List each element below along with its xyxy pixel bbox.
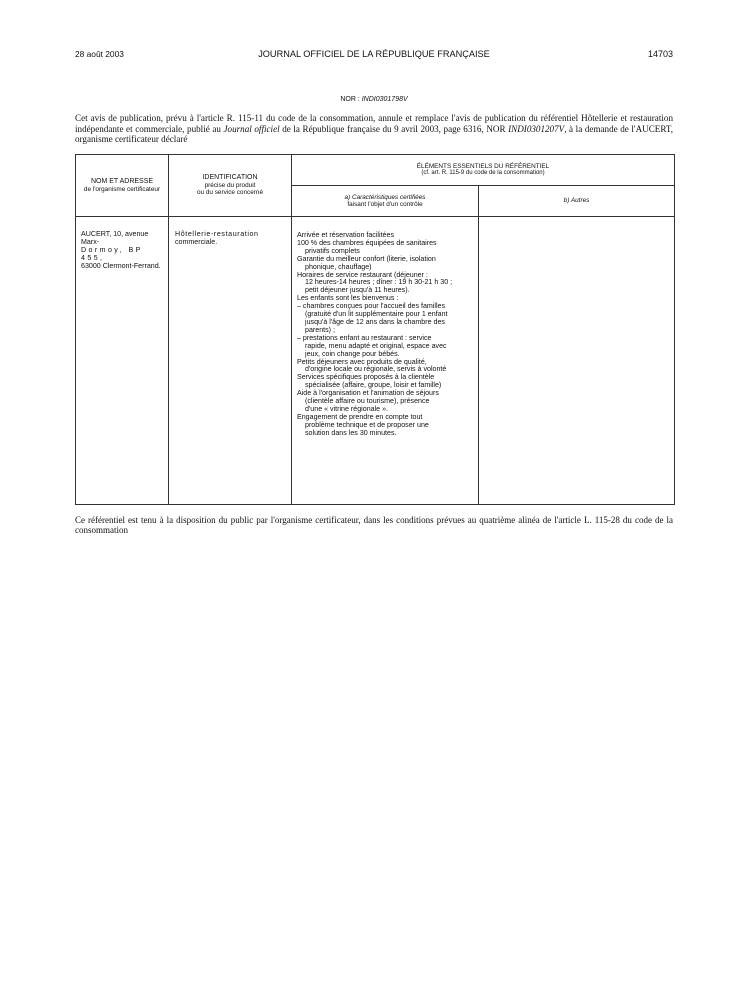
header-cell-elements: [292, 155, 675, 186]
intro-nor-ref: INDI0301207V: [508, 123, 565, 134]
intro-text-3: , à la demande de l'AUCERT, organisme certificateur déclaré: [75, 123, 673, 145]
header-subcol-a-title: a) Caractéristiques certifiées: [344, 193, 426, 201]
header-elements-sub: (cf. art. R. 115-9 du code de la consommation): [421, 170, 545, 177]
list-item: Aide à l'organisation et l'animation de séjours (clientèle affaire ou tourisme), présence d'une « vitrine régionale ».: [297, 389, 439, 413]
closing-text: Ce référentiel est tenu à la disposition du public par l'organisme certificateur, dans les conditions prévues au quatrième alinéa de l'article L. 115-28 du code de la consommation: [75, 515, 673, 536]
list-item: – chambres conçues pour l'accueil des familles (gratuité d'un lit supplémentaire pour 1 enfant jusqu'à l'âge de 12 ans dans la chambre des parents) ;: [297, 302, 448, 334]
cell-characteristics: [292, 217, 479, 505]
page-header: [75, 49, 673, 63]
header-ident-title: IDENTIFICATION: [202, 174, 258, 182]
header-cell-subcol-a: [292, 186, 479, 217]
list-item: Les enfants sont les bienvenus :: [297, 294, 399, 303]
intro-paragraph: [75, 113, 673, 145]
cell-identification: [169, 217, 292, 505]
org-line-2: Dormoy, BP 455,: [81, 245, 143, 262]
header-cell-name: [76, 155, 169, 217]
nor-reference: [75, 96, 673, 103]
intro-text-2: de la République française du 9 avril 2003, page 6316, NOR: [279, 123, 509, 134]
header-cell-subcol-b: [479, 186, 675, 217]
list-item: Garantie du meilleur confort (literie, isolation phonique, chauffage): [297, 254, 436, 271]
page-number: 14703: [647, 49, 673, 59]
header-name-title: NOM ET ADRESSE: [90, 178, 154, 186]
publication-date: 28 août 2003: [75, 49, 124, 59]
header-elements-title: ÉLÉMENTS ESSENTIELS DU RÉFÉRENTIEL: [416, 162, 550, 170]
intro-text-1: Cet avis de publication, prévu à l'article R. 115-11 du code de la consommation, annule et remplace l'avis de publication du référentiel Hôtellerie et restauration indépendante et commerciale, publié au: [75, 113, 673, 134]
list-item: Arrivée et réservation facilitées: [297, 231, 394, 239]
list-item: Engagement de prendre en compte tout problème technique et de proposer une solution dans les 30 minutes.: [297, 412, 429, 437]
header-subcol-a-sub: faisant l'objet d'un contrôle: [347, 201, 423, 208]
org-line-3: 63000 Clermont-Ferrand.: [81, 261, 161, 270]
list-item: 100 % des chambres équipées de sanitaires privatifs complets: [297, 238, 437, 255]
list-item: – prestations enfant au restaurant : service rapide, menu adapté et original, espace avec jeux, coin change pour bébés.: [297, 333, 447, 358]
table-row: [76, 217, 675, 505]
closing-paragraph: [75, 515, 673, 536]
list-item: Services spécifiques proposés à la clientèle spécialisée (affaire, groupe, loisir et famille): [297, 373, 442, 390]
header-cell-identification: [169, 155, 292, 217]
ident-line-1: Hôtellerie-restauration: [175, 230, 259, 238]
header-ident-sub1: précise du produit: [204, 181, 256, 189]
nor-code: INDI0301798V: [361, 96, 408, 103]
cell-other: [479, 217, 675, 505]
list-item: Petits déjeuners avec produits de qualité, d'origine locale ou régionale, servis à volonté: [297, 357, 447, 374]
nor-prefix: NOR :: [340, 96, 360, 103]
cell-organism: [76, 217, 169, 505]
header-subcol-b-title: b) Autres: [563, 197, 590, 205]
list-item: Horaires de service restaurant (déjeuner : 12 heures-14 heures ; dîner : 19 h 30-21 h 30 ; petit déjeuner jusqu'à 11 heures).: [297, 270, 453, 295]
journal-title: JOURNAL OFFICIEL DE LA RÉPUBLIQUE FRANÇAISE: [258, 49, 490, 59]
referential-table: [75, 154, 675, 505]
header-name-sub: de l'organisme certificateur: [83, 185, 161, 193]
header-ident-sub2: ou du service concerné: [196, 189, 264, 197]
ident-line-2: commerciale.: [175, 237, 218, 246]
intro-journal: Journal officiel: [223, 123, 280, 134]
org-line-1: AUCERT, 10, avenue Marx-: [81, 230, 149, 246]
